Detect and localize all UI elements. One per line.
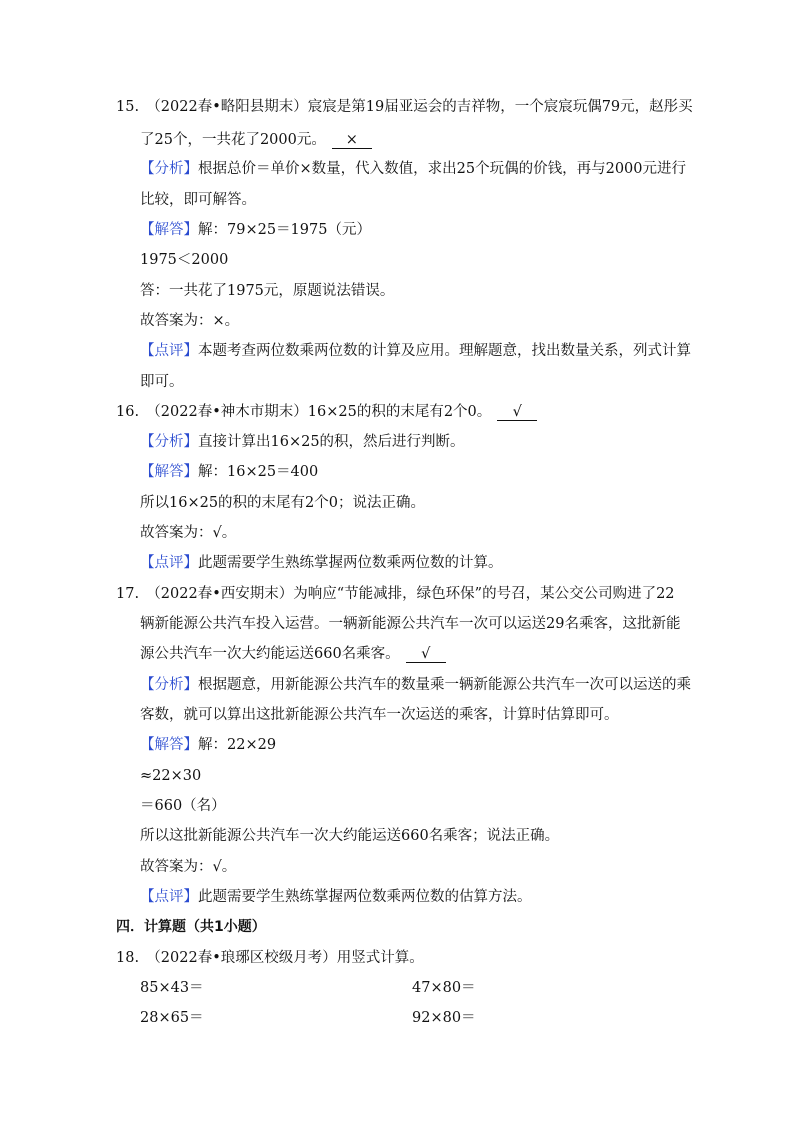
q15-text: 了25个，一共花了2000元。: [140, 132, 326, 148]
q17-analysis: [140, 676, 691, 694]
q15-solution-line3: 答：一共花了1975元，原题说法错误。: [140, 283, 395, 299]
solution-tag: 【解答】: [140, 737, 198, 753]
comment-text: 本题考查两位数乘两位数的计算及应用。理解题意，找出数量关系，列式计算: [198, 343, 691, 359]
q16-solution-line2: 所以16×25的积的末尾有2个0；说法正确。: [140, 495, 426, 511]
q15-analysis: [140, 160, 686, 178]
q15-line2: [140, 131, 372, 149]
q16-solution: [140, 463, 318, 481]
q17-analysis-cont: 客数，就可以算出这批新能源公共汽车一次运送的乘客，计算时估算即可。: [140, 707, 619, 723]
q17-solution-line2: ≈22×30: [140, 768, 202, 784]
analysis-text: 根据总价＝单价×数量，代入数值，求出25个玩偶的价钱，再与2000元进行: [198, 161, 686, 177]
q17-solution-line4: 所以这批新能源公共汽车一次大约能运送660名乘客；说法正确。: [140, 828, 560, 844]
q17-solution-line5: 故答案为：√。: [140, 859, 237, 875]
solution-text: 解：22×29: [198, 737, 277, 753]
q17-line2: 辆新能源公共汽车投入运营。一辆新能源公共汽车一次可以运送29名乘客，这批新能: [140, 616, 681, 632]
q17-line3: [140, 645, 446, 663]
q16-solution-line3: 故答案为：√。: [140, 525, 237, 541]
analysis-tag: 【分析】: [140, 677, 198, 693]
q17-solution-line3: ＝660（名）: [140, 798, 226, 814]
q16-text: 16. （2022春•神木市期末）16×25的积的末尾有2个0。: [116, 404, 492, 420]
q16-line1: [116, 403, 537, 421]
q16-comment: [140, 554, 503, 572]
comment-tag: 【点评】: [140, 343, 198, 359]
q18-item-3: 28×65＝: [140, 1010, 204, 1026]
q15-solution-line4: 故答案为：×。: [140, 313, 240, 329]
q18-item-2: 47×80＝: [412, 980, 476, 996]
q15-analysis-cont: 比较，即可解答。: [140, 192, 256, 208]
q16-answer: √: [497, 405, 537, 421]
q15-solution-line2: 1975＜2000: [140, 252, 229, 268]
q15-answer: ×: [332, 133, 372, 149]
analysis-text: 直接计算出16×25的积，然后进行判断。: [198, 434, 465, 450]
q18-item-4: 92×80＝: [412, 1010, 476, 1026]
q16-analysis: [140, 433, 465, 451]
q15-comment: [140, 342, 691, 360]
q17-line1: 17. （2022春•西安期末）为响应“节能减排，绿色环保”的号召，某公交公司购进了22: [116, 586, 675, 602]
q18-item-1: 85×43＝: [140, 980, 204, 996]
analysis-tag: 【分析】: [140, 161, 198, 177]
solution-text: 解：16×25＝400: [198, 464, 319, 480]
q17-comment: [140, 888, 532, 906]
section-heading: 四．计算题（共1小题）: [116, 919, 266, 935]
q17-answer: √: [406, 647, 446, 663]
q18-line1: 18. （2022春•琅琊区校级月考）用竖式计算。: [116, 950, 424, 966]
solution-tag: 【解答】: [140, 222, 198, 238]
comment-tag: 【点评】: [140, 889, 198, 905]
q17-solution: [140, 736, 276, 754]
q15-comment-cont: 即可。: [140, 374, 184, 390]
q15-solution: [140, 221, 371, 239]
comment-text: 此题需要学生熟练掌握两位数乘两位数的估算方法。: [198, 889, 532, 905]
analysis-tag: 【分析】: [140, 434, 198, 450]
q17-text: 源公共汽车一次大约能运送660名乘客。: [140, 646, 400, 662]
q15-line1: 15. （2022春•略阳县期末）宸宸是第19届亚运会的吉祥物，一个宸宸玩偶79元，赵彤买: [116, 99, 693, 115]
solution-tag: 【解答】: [140, 464, 198, 480]
solution-text: 解：79×25＝1975（元）: [198, 222, 371, 238]
analysis-text: 根据题意，用新能源公共汽车的数量乘一辆新能源公共汽车一次可以运送的乘: [198, 677, 691, 693]
comment-tag: 【点评】: [140, 555, 198, 571]
comment-text: 此题需要学生熟练掌握两位数乘两位数的计算。: [198, 555, 503, 571]
